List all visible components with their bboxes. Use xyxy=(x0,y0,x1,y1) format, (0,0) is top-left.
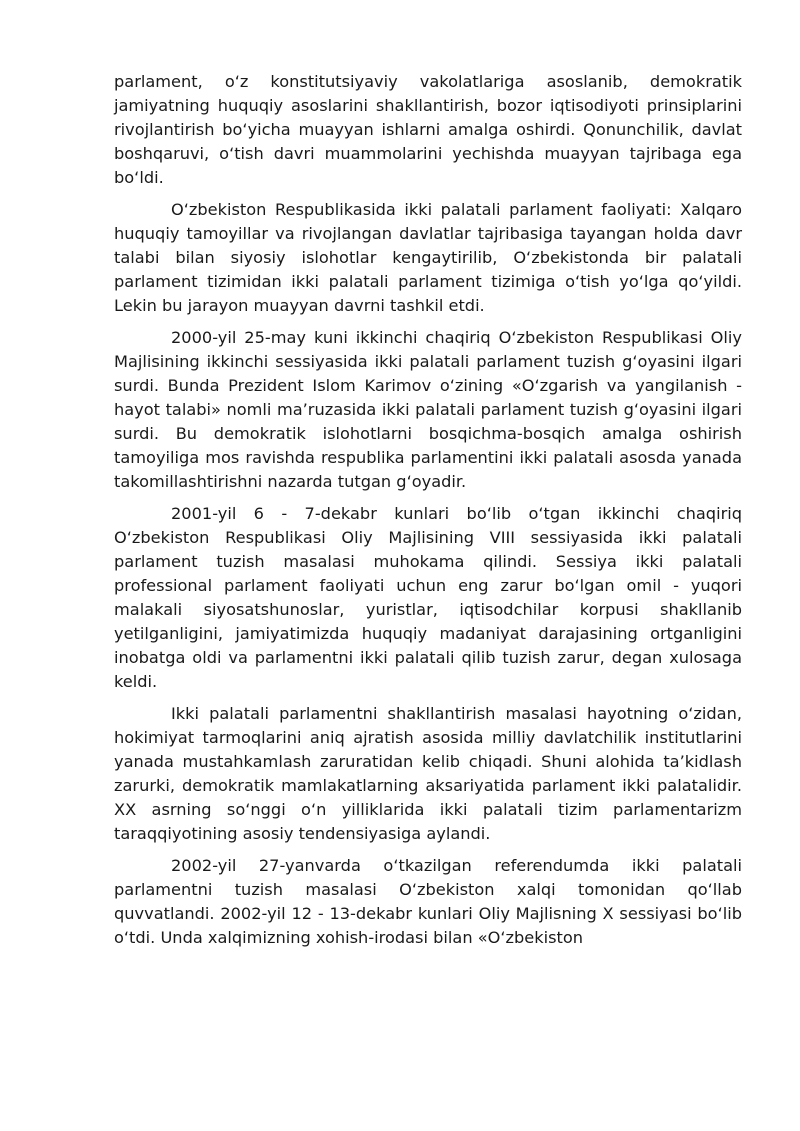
paragraph-continuation: parlament, o‘z konstitutsiyaviy vakolatlariga asoslanib, demokratik jamiyatning huquqiy asoslarini shakllantirish, bozor iqtisodiyoti prinsiplarini rivojlantirish bo‘yicha muayyan ishlarni amalga oshirdi. Qonunchilik, davlat boshqaruvi, o‘tish davri muammolarini yechishda muayyan tajribaga ega bo‘ldi. xyxy=(114,72,742,187)
paragraph-bicameral-parliament: O‘zbekiston Respublikasida ikki palatali parlament faoliyati: Xalqaro huquqiy tamoyillar va rivojlangan davlatlar tajribasiga tayangan holda davr talabi bilan siyosiy islohotlar kengaytirilib, O‘zbekistonda bir palatali parlament tizimidan ikki palatali parlament tizimiga o‘tish yo‘lga qo‘yildi. Lekin bu jarayon muayyan davrni tashkil etdi. xyxy=(114,200,742,315)
paragraph-2000-session: 2000-yil 25-may kuni ikkinchi chaqiriq O‘zbekiston Respublikasi Oliy Majlisining ikkinchi sessiyasida ikki palatali parlament tuzish g‘oyasini ilgari surdi. Bunda Prezident Islom Karimov o‘zining «O‘zgarish va yangilanish - hayot talabi» nomli ma’ruzasida ikki palatali parlament tuzish g‘oyasini ilgari surdi. Bu demokratik islohotlarni bosqichma-bosqich amalga oshirish tamoyiliga mos ravishda respublika parlamentini ikki palatali asosda yanada takomillashtirishni nazarda tutgan g‘oyadir. xyxy=(114,328,742,491)
paragraph-2002-referendum: 2002-yil 27-yanvarda o‘tkazilgan referendumda ikki palatali parlamentni tuzish masalasi O‘zbekiston xalqi tomonidan qo‘llab quvvatlandi. 2002-yil 12 - 13-dekabr kunlari Oliy Majlisning X sessiyasi bo‘lib o‘tdi. Unda xalqimizning xohish-irodasi bilan «O‘zbekiston xyxy=(114,856,742,947)
document-page xyxy=(114,70,742,958)
paragraph-2001-session: 2001-yil 6 - 7-dekabr kunlari bo‘lib o‘tgan ikkinchi chaqiriq O‘zbekiston Respublikasi Oliy Majlisining VIII sessiyasida ikki palatali parlament tuzish masalasi muhokama qilindi. Sessiya ikki palatali professional parlament faoliyati uchun eng zarur bo‘lgan omil - yuqori malakali siyosatshunoslar, yuristlar, iqtisodchilar korpusi shakllanib yetilganligini, jamiyatimizda huquqiy madaniyat darajasining ortganligini inobatga oldi va parlamentni ikki palatali qilib tuzish zarur, degan xulosaga keldi. xyxy=(114,504,742,691)
paragraph-bicameral-formation: Ikki palatali parlamentni shakllantirish masalasi hayotning o‘zidan, hokimiyat tarmoqlarini aniq ajratish asosida milliy davlatchilik institutlarini yanada mustahkamlash zaruratidan kelib chiqadi. Shuni alohida ta’kidlash zarurki, demokratik mamlakatlarning aksariyatida parlament ikki palatalidir. XX asrning so‘nggi o‘n yilliklarida ikki palatali tizim parlamentarizm taraqqiyotining asosiy tendensiyasiga aylandi. xyxy=(114,704,742,843)
